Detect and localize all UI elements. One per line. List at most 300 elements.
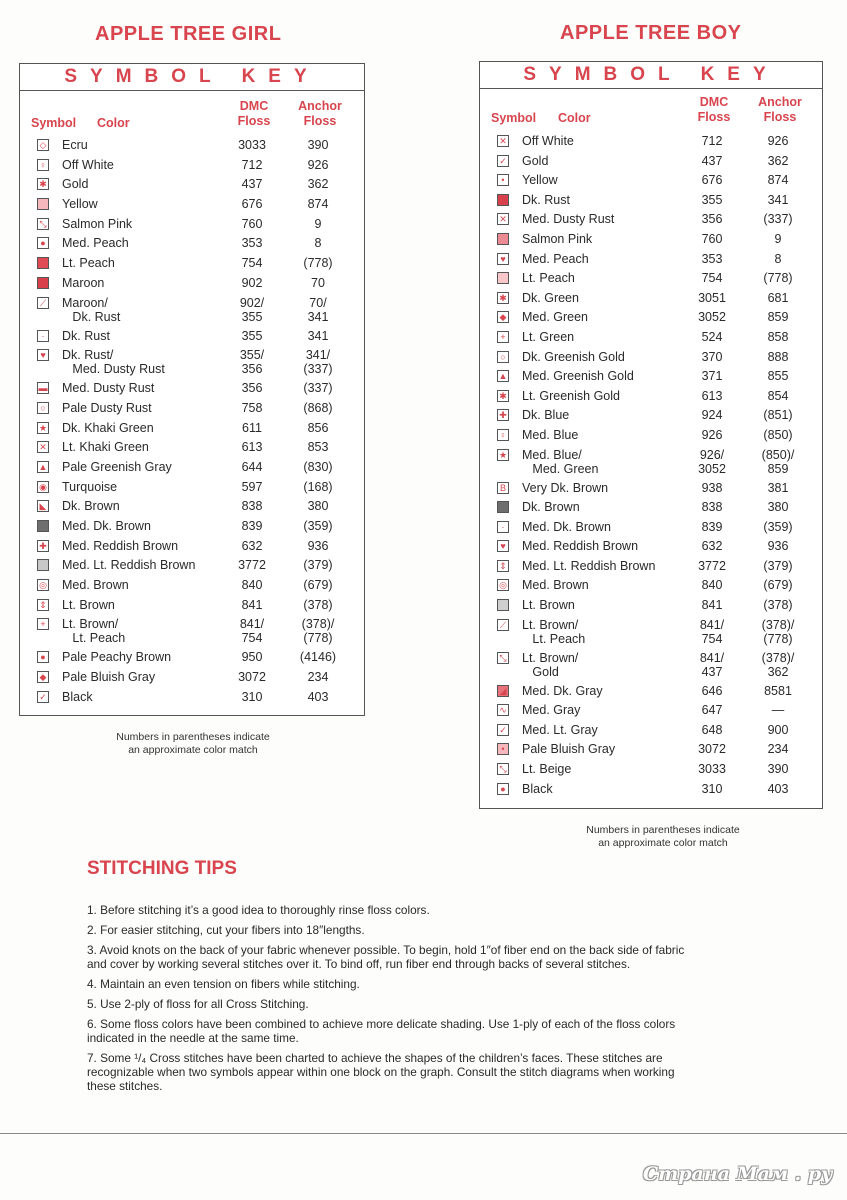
dmc-floss-number: 437 xyxy=(701,153,723,168)
girl-color-list xyxy=(20,138,364,710)
anchor-floss-number: (337) xyxy=(303,381,333,396)
color-row xyxy=(20,381,364,401)
tip-item: 1. Before stitching it’s a good idea to thoroughly rinse floss colors. xyxy=(87,903,430,917)
dmc-floss-number: 613 xyxy=(241,440,263,455)
color-row xyxy=(480,703,822,723)
filled-dot-icon: • xyxy=(497,743,509,755)
color-name: Dk. Greenish Gold xyxy=(522,349,625,364)
footer-divider xyxy=(0,1133,847,1134)
color-row xyxy=(480,762,822,782)
anchor-floss-number: 234 xyxy=(307,670,329,685)
color-name: Dk. Green xyxy=(522,290,579,305)
female-sign-icon: ♀ xyxy=(37,159,49,171)
dmc-floss-number: 371 xyxy=(701,369,723,384)
color-name: Med. Dk. Brown xyxy=(522,519,611,534)
solid-light-gray-icon xyxy=(37,559,49,571)
anchor-floss-number: 380 xyxy=(307,499,329,514)
dmc-floss-number: 355 xyxy=(241,328,263,343)
circle-icon: ○ xyxy=(37,402,49,414)
color-name: Dk. Rust xyxy=(62,328,110,343)
dmc-floss-number: 647 xyxy=(701,703,723,718)
dmc-floss-number: 839 xyxy=(241,519,263,533)
color-row xyxy=(480,448,822,481)
anchor-floss-number: (378) xyxy=(303,597,333,612)
color-name: Lt. Beige xyxy=(522,762,572,777)
anchor-floss-number: — xyxy=(771,703,785,718)
x-mark-icon: ✕ xyxy=(497,135,509,147)
color-row xyxy=(480,742,822,762)
color-row xyxy=(20,480,364,500)
anchor-floss-number: 362 xyxy=(307,177,329,192)
color-row xyxy=(480,271,822,291)
dmc-floss-number: 632 xyxy=(701,539,723,554)
color-name: Salmon Pink xyxy=(522,231,593,246)
anchor-floss-number: (850)/ 859 xyxy=(761,447,795,476)
color-row xyxy=(20,578,364,598)
plus-icon: + xyxy=(37,618,49,630)
anchor-floss-number: 403 xyxy=(767,781,789,796)
color-row xyxy=(20,539,364,559)
color-row xyxy=(20,421,364,441)
anchor-floss-number: 936 xyxy=(307,538,329,553)
color-name: Pale Bluish Gray xyxy=(522,742,616,757)
dmc-floss-number: 840 xyxy=(241,578,263,593)
triangle-icon: ▲ xyxy=(38,461,48,472)
anchor-floss-number: 888 xyxy=(767,349,789,364)
color-name: Black xyxy=(522,781,553,796)
anchor-floss-number: 854 xyxy=(767,388,789,403)
color-row xyxy=(480,310,822,330)
dmc-floss-number: 3051 xyxy=(698,290,726,305)
anchor-floss-number: (337) xyxy=(763,212,793,227)
color-name: Dk. Rust/ Med. Dusty Rust xyxy=(62,348,165,377)
plus-icon: + xyxy=(497,331,509,343)
color-name: Salmon Pink xyxy=(62,216,133,231)
color-name: Yellow xyxy=(62,197,98,212)
color-name: Med. Lt. Reddish Brown xyxy=(62,558,196,573)
anchor-floss-number: (4146) xyxy=(299,650,337,665)
anchor-floss-number: 858 xyxy=(767,329,789,344)
anchor-floss-number: (379) xyxy=(763,558,793,573)
color-name: Pale Peachy Brown xyxy=(62,650,172,665)
color-row xyxy=(480,408,822,428)
tip-item: 3. Avoid knots on the back of your fabric whenever possible. To begin, hold 1″of fiber end on the back side of fabric and cover by working several stitches over it. To bind off, run fiber end through backs of several stitches. xyxy=(87,943,685,971)
anchor-floss-number: 70/ 341 xyxy=(307,295,329,324)
column-headers xyxy=(20,91,364,135)
anchor-floss-number: (679) xyxy=(303,578,333,593)
wave-icon: ∿ xyxy=(497,704,509,716)
column-headers xyxy=(480,89,822,133)
dot-diamond-icon: ◇ xyxy=(37,139,49,151)
color-header: Color xyxy=(97,116,130,130)
anchor-floss-number: (778) xyxy=(303,256,333,271)
solid-light-pink-icon xyxy=(37,198,49,210)
color-name: Lt. Brown/ Lt. Peach xyxy=(522,617,586,646)
tip-item: 4. Maintain an even tension on fibers while stitching. xyxy=(87,977,360,991)
dmc-floss-number: 841/ 437 xyxy=(699,650,725,679)
anchor-floss-number: 874 xyxy=(307,197,329,212)
dmc-floss-number: 3033 xyxy=(698,762,726,777)
solid-red-icon xyxy=(497,194,509,206)
dmc-floss-number: 646 xyxy=(701,683,723,698)
color-row xyxy=(20,348,364,381)
arrows-icon: ⇕ xyxy=(37,599,49,611)
color-row xyxy=(480,723,822,743)
dmc-floss-number: 902 xyxy=(241,275,263,290)
color-row xyxy=(20,499,364,519)
color-name: Lt. Greenish Gold xyxy=(522,388,620,403)
triangle-icon: ▲ xyxy=(498,371,508,382)
dmc-floss-number: 676 xyxy=(701,173,723,188)
anchor-floss-number: 926 xyxy=(307,157,329,172)
filled-dot-icon: ● xyxy=(37,651,49,663)
dmc-floss-number: 841 xyxy=(241,597,263,612)
color-row xyxy=(480,232,822,252)
color-name: Med. Blue/ Med. Green xyxy=(522,447,599,476)
solid-red-icon xyxy=(37,257,49,269)
color-name: Turquoise xyxy=(62,479,118,494)
anchor-floss-number: 362 xyxy=(767,153,789,168)
dmc-floss-number: 353 xyxy=(241,236,263,251)
dmc-floss-number: 760 xyxy=(701,231,723,246)
color-row xyxy=(480,578,822,598)
color-row xyxy=(480,782,822,802)
anchor-floss-number: 380 xyxy=(767,500,789,515)
dmc-floss-number: 712 xyxy=(241,157,263,172)
cross-icon: ✚ xyxy=(37,540,49,552)
symbol-header: Symbol xyxy=(491,111,537,125)
half-fill-icon: ▬ xyxy=(38,383,48,394)
solid-red-icon xyxy=(37,277,49,289)
dmc-floss-number: 838 xyxy=(241,499,263,514)
dmc-floss-number: 355/ 356 xyxy=(239,348,265,377)
color-row xyxy=(20,177,364,197)
color-name: Lt. Peach xyxy=(522,271,575,286)
star-icon: ★ xyxy=(38,422,48,433)
anchor-floss-number: (868) xyxy=(303,400,333,415)
small-dot-icon: • xyxy=(497,174,509,186)
anchor-floss-number: 9 xyxy=(314,216,322,231)
dmc-floss-number: 840 xyxy=(701,578,723,593)
tip-item: 2. For easier stitching, cut your fibers into 18″lengths. xyxy=(87,923,365,937)
anchor-floss-number: 856 xyxy=(307,420,329,435)
color-row xyxy=(20,401,364,421)
solid-gray-icon xyxy=(37,520,49,532)
cross-icon: ✚ xyxy=(497,409,509,421)
color-name: Med. Reddish Brown xyxy=(62,538,179,553)
dmc-floss-number: 3772 xyxy=(698,558,726,573)
color-row xyxy=(20,296,364,329)
slash-x-icon: ⤡ xyxy=(497,652,509,664)
color-row xyxy=(480,500,822,520)
color-row xyxy=(20,256,364,276)
dmc-floss-number: 760 xyxy=(241,216,263,231)
anchor-floss-number: 8581 xyxy=(764,683,792,698)
dmc-floss-number: 902/ 355 xyxy=(239,295,265,324)
color-name: Med. Lt. Reddish Brown xyxy=(522,558,656,573)
color-row xyxy=(20,558,364,578)
diagonal-slash-icon: ⟋ xyxy=(37,297,49,309)
color-name: Med. Dk. Gray xyxy=(522,683,603,698)
color-row xyxy=(480,618,822,651)
color-row xyxy=(20,519,364,539)
color-name: Lt. Peach xyxy=(62,256,115,271)
color-name: Med. Peach xyxy=(62,236,129,251)
arrows-diagonal-icon: ⤡ xyxy=(497,763,509,775)
symbol-key-title: SYMBOL KEY xyxy=(480,62,822,89)
solid-light-gray-icon xyxy=(497,599,509,611)
color-row xyxy=(480,291,822,311)
color-row xyxy=(480,330,822,350)
anchor-header: Anchor Floss xyxy=(758,95,802,124)
anchor-floss-number: (378)/ 362 xyxy=(761,650,795,679)
color-name: Pale Bluish Gray xyxy=(62,670,156,685)
color-name: Lt. Brown xyxy=(62,597,115,612)
dmc-floss-number: 938 xyxy=(701,480,723,495)
color-name: Med. Dusty Rust xyxy=(522,212,615,227)
color-row xyxy=(20,460,364,480)
color-name: Med. Reddish Brown xyxy=(522,539,639,554)
color-row xyxy=(480,520,822,540)
color-row xyxy=(20,217,364,237)
color-row xyxy=(20,690,364,710)
star-icon: ✱ xyxy=(497,390,509,402)
check-icon: ✓ xyxy=(497,724,509,736)
anchor-floss-number: (778) xyxy=(763,271,793,286)
diamond-icon: ◆ xyxy=(37,671,49,683)
color-name: Black xyxy=(62,689,93,704)
tip-item: 6. Some floss colors have been combined to achieve more delicate shading. Use 1-ply of each of the floss colors indicated in the needle at the same time. xyxy=(87,1017,676,1045)
girl-note: Numbers in parentheses indicate an approximate color match xyxy=(116,731,270,756)
color-name: Lt. Brown/ Gold xyxy=(522,650,579,679)
color-name: Med. Brown xyxy=(522,578,589,593)
boy-symbol-key xyxy=(479,61,823,809)
boy-note: Numbers in parentheses indicate an approximate color match xyxy=(586,824,740,849)
girl-panel-title: APPLE TREE GIRL xyxy=(95,23,282,45)
anchor-floss-number: 341/ (337) xyxy=(303,348,333,377)
dmc-floss-number: 3033 xyxy=(238,138,266,152)
dmc-floss-number: 310 xyxy=(701,781,723,796)
dmc-floss-number: 3052 xyxy=(698,310,726,325)
dmc-floss-number: 926/ 3052 xyxy=(698,447,726,476)
dmc-floss-number: 754 xyxy=(701,271,723,286)
anchor-floss-number: (850) xyxy=(763,427,793,442)
asterisk-icon: ✱ xyxy=(497,292,509,304)
dmc-floss-number: 632 xyxy=(241,538,263,553)
color-name: Maroon xyxy=(62,275,105,290)
anchor-floss-number: 8 xyxy=(774,251,782,266)
anchor-floss-number: 859 xyxy=(767,310,789,325)
anchor-floss-number: 403 xyxy=(307,689,329,704)
color-name: Med. Brown xyxy=(62,578,129,593)
color-name: Yellow xyxy=(522,173,558,188)
color-row xyxy=(20,670,364,690)
dmc-floss-number: 613 xyxy=(701,388,723,403)
color-name: Gold xyxy=(62,177,89,192)
small-dot-icon: · xyxy=(497,521,509,533)
anchor-floss-number: 853 xyxy=(307,440,329,455)
half-triangle-icon: ◣ xyxy=(37,500,49,512)
anchor-floss-number: 381 xyxy=(767,480,789,495)
color-row xyxy=(480,134,822,154)
dmc-floss-number: 355 xyxy=(701,192,723,207)
tip-item: 7. Some ¹/₄ Cross stitches have been charted to achieve the shapes of the children’s faces. These stitches are recognizable when two symbols appear within one block on the graph. Consult the stitch diagrams when working these stitches. xyxy=(87,1051,675,1093)
solid-pink-icon xyxy=(497,233,509,245)
anchor-floss-number: (378)/ (778) xyxy=(301,617,335,646)
color-row xyxy=(20,197,364,217)
anchor-floss-number: 341 xyxy=(767,192,789,207)
anchor-floss-number: 70 xyxy=(311,275,325,290)
color-row xyxy=(20,158,364,178)
color-name: Med. Dusty Rust xyxy=(62,381,155,396)
color-name: Med. Lt. Gray xyxy=(522,722,598,737)
anchor-floss-number: 390 xyxy=(307,138,329,152)
color-row xyxy=(480,252,822,272)
dmc-floss-number: 838 xyxy=(701,500,723,515)
anchor-floss-number: 900 xyxy=(767,722,789,737)
color-name: Dk. Brown xyxy=(62,499,120,514)
dmc-floss-number: 839 xyxy=(701,519,723,534)
filled-dot-icon: ● xyxy=(497,783,509,795)
anchor-floss-number: 8 xyxy=(314,236,322,251)
dmc-floss-number: 524 xyxy=(701,329,723,344)
boy-color-list xyxy=(480,134,822,801)
slash-x-icon: ⤡ xyxy=(37,218,49,230)
color-name: Pale Dusty Rust xyxy=(62,400,152,415)
solid-light-pink-icon xyxy=(497,272,509,284)
anchor-floss-number: 341 xyxy=(307,328,329,343)
color-row xyxy=(480,154,822,174)
dmc-floss-number: 310 xyxy=(241,689,263,704)
color-row xyxy=(20,276,364,296)
anchor-floss-number: 936 xyxy=(767,539,789,554)
dmc-floss-number: 3072 xyxy=(238,670,266,685)
color-row xyxy=(480,193,822,213)
color-name: Very Dk. Brown xyxy=(522,480,609,495)
anchor-floss-number: 681 xyxy=(767,290,789,305)
anchor-header: Anchor Floss xyxy=(298,99,342,128)
color-name: Med. Greenish Gold xyxy=(522,369,634,384)
anchor-floss-number: (359) xyxy=(303,519,333,533)
dmc-floss-number: 356 xyxy=(241,381,263,396)
color-row xyxy=(480,684,822,704)
anchor-floss-number: (830) xyxy=(303,459,333,474)
color-row xyxy=(20,236,364,256)
anchor-floss-number: 926 xyxy=(767,134,789,148)
dmc-floss-number: 676 xyxy=(241,197,263,212)
dmc-floss-number: 370 xyxy=(701,349,723,364)
x-mark-icon: ✕ xyxy=(37,441,49,453)
girl-symbol-key xyxy=(19,63,365,716)
color-row xyxy=(480,428,822,448)
heart-icon: ♥ xyxy=(37,349,49,361)
color-name: Lt. Khaki Green xyxy=(62,440,149,455)
color-name: Off White xyxy=(522,134,574,148)
color-row xyxy=(480,559,822,579)
color-row xyxy=(480,481,822,501)
color-row xyxy=(480,212,822,232)
check-icon: ✓ xyxy=(497,155,509,167)
dmc-floss-number: 437 xyxy=(241,177,263,192)
heart-icon: ♥ xyxy=(497,540,509,552)
color-name: Lt. Green xyxy=(522,329,575,344)
color-name: Lt. Brown/ Lt. Peach xyxy=(62,617,126,646)
solid-gray-icon xyxy=(497,501,509,513)
dmc-floss-number: 644 xyxy=(241,459,263,474)
anchor-floss-number: 234 xyxy=(767,742,789,757)
dmc-floss-number: 648 xyxy=(701,722,723,737)
color-row xyxy=(480,539,822,559)
watermark-logo: Страна Мам . ру xyxy=(643,1163,833,1185)
anchor-floss-number: (679) xyxy=(763,578,793,593)
filled-dot-icon: ● xyxy=(37,237,49,249)
dmc-floss-number: 841/ 754 xyxy=(699,617,725,646)
small-dot-icon: · xyxy=(37,330,49,342)
anchor-floss-number: (168) xyxy=(303,479,333,494)
color-name: Dk. Brown xyxy=(522,500,580,515)
dmc-floss-number: 926 xyxy=(701,427,723,442)
asterisk-icon: ✱ xyxy=(37,178,49,190)
anchor-floss-number: (378)/ (778) xyxy=(761,617,795,646)
stitching-tips-title: STITCHING TIPS xyxy=(87,858,237,879)
anchor-floss-number: (379) xyxy=(303,558,333,573)
color-row xyxy=(20,617,364,650)
anchor-floss-number: (359) xyxy=(763,519,793,534)
symbol-header: Symbol xyxy=(31,116,77,130)
dmc-floss-number: 841/ 754 xyxy=(239,617,265,646)
tip-item: 5. Use 2-ply of floss for all Cross Stitching. xyxy=(87,997,309,1011)
color-row xyxy=(20,598,364,618)
arrows-icon: ⇕ xyxy=(497,560,509,572)
color-name: Gold xyxy=(522,153,549,168)
color-row xyxy=(480,389,822,409)
symbol-key-title: SYMBOL KEY xyxy=(20,64,364,91)
dmc-floss-number: 754 xyxy=(241,256,263,271)
color-row xyxy=(480,173,822,193)
dmc-floss-number: 758 xyxy=(241,400,263,415)
stitching-tips-list xyxy=(87,903,777,1099)
dmc-floss-number: 924 xyxy=(701,408,723,423)
color-row xyxy=(20,650,364,670)
dmc-floss-number: 3072 xyxy=(698,742,726,757)
color-row xyxy=(480,369,822,389)
color-name: Ecru xyxy=(62,138,88,152)
color-row xyxy=(480,350,822,370)
color-name: Med. Green xyxy=(522,310,589,325)
color-name: Dk. Khaki Green xyxy=(62,420,154,435)
color-name: Off White xyxy=(62,157,114,172)
color-name: Med. Blue xyxy=(522,427,579,442)
dmc-floss-number: 356 xyxy=(701,212,723,227)
color-header: Color xyxy=(558,111,591,125)
anchor-floss-number: 9 xyxy=(774,231,782,246)
dmc-header: DMC Floss xyxy=(697,95,731,124)
dmc-floss-number: 353 xyxy=(701,251,723,266)
dmc-floss-number: 712 xyxy=(701,134,723,148)
color-name: Med. Gray xyxy=(522,703,581,718)
color-name: Maroon/ Dk. Rust xyxy=(62,295,121,324)
anchor-floss-number: (851) xyxy=(763,408,793,423)
ring-icon: ◎ xyxy=(37,579,49,591)
check-icon: ✓ xyxy=(37,691,49,703)
diagonal-half-icon: ◢ xyxy=(497,685,509,697)
anchor-floss-number: 390 xyxy=(767,762,789,777)
ring-icon: ◎ xyxy=(497,579,509,591)
color-name: Dk. Blue xyxy=(522,408,570,423)
dmc-header: DMC Floss xyxy=(237,99,271,128)
dmc-floss-number: 841 xyxy=(701,598,723,613)
color-row xyxy=(20,440,364,460)
